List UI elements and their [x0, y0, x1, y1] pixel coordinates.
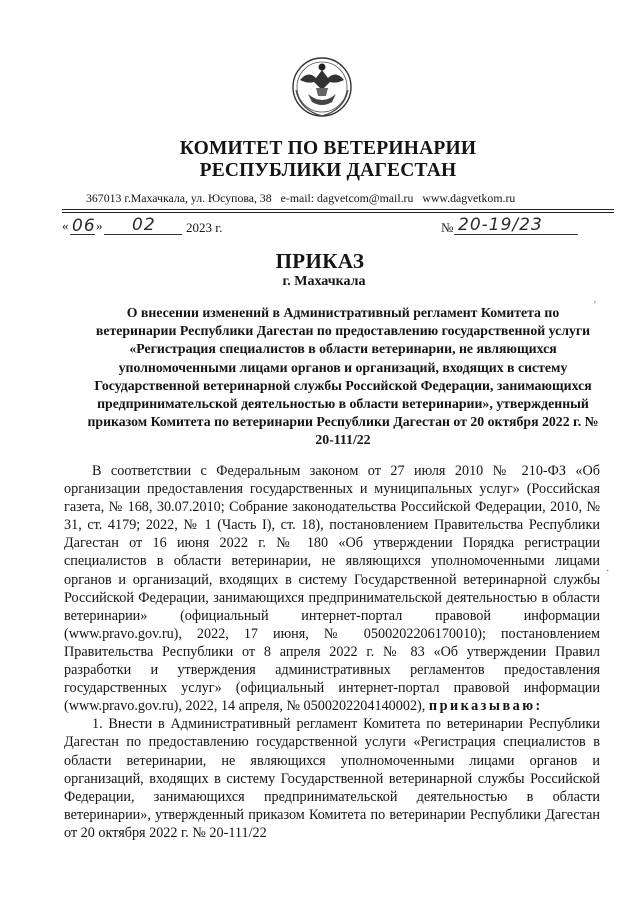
contact-info — [86, 191, 586, 206]
number-underline — [454, 234, 578, 235]
date-close-quote: » — [96, 218, 103, 233]
day-underline — [70, 234, 95, 235]
date-month-handwritten: 02 — [132, 215, 156, 235]
website-text: www.dagvetkom.ru — [422, 191, 516, 205]
order-keyword: приказываю: — [428, 698, 543, 715]
email-text: e-mail: dagvetcom@mail.ru — [280, 191, 414, 205]
order-body — [64, 462, 600, 842]
header-divider-thin — [62, 209, 614, 210]
organization-name-line2: РЕСПУБЛИКИ ДАГЕСТАН — [199, 160, 457, 181]
number-sign: № — [441, 220, 454, 235]
address-text: 367013 г.Махачкала, ул. Юсупова, 38 — [86, 191, 272, 205]
header-divider-thick — [62, 212, 614, 213]
organization-name-line1: КОМИТЕТ ПО ВЕТЕРИНАРИИ — [179, 138, 477, 159]
scan-mark-tick: ′ — [594, 300, 597, 311]
preamble-text: В соответствии с Федеральным законом от 27 июля 2010 № 210-ФЗ «Об организации предоставления государственных и муниципальных услуг» (Российская газета, № 168, 30.07.2010; Собрание законодательства Российской Федерации, 2010, № 31, ст. 4179; 2022, № 1 (Часть I), ст. 18), постановлением Правительства Республики Дагестан от 16 июня 2022 г. № 180 «Об утверждении Порядка регистрации специалистов в области ветеринарии, не являющихся уполномоченными лицами органов и организаций, входящих в систему Государственной ветеринарной службы Российской Федерации, занимающихся предпринимательской деятельностью в области ветеринарии» (официальный интернет-портал правовой информации (www.pravo.gov.ru), 2022, 17 июня, № 0500202206170010); постановлением Правительства Республики от 8 апреля 2022 г. № 83 «Об утверждении Правил разработки и утверждения административных регламентов предоставления государственных услуг» (официальный интернет-портал правовой информации (www.pravo.gov.ru), 2022, 14 апреля, № 0500202204140002), — [64, 463, 600, 715]
month-underline — [104, 234, 182, 235]
preamble-paragraph — [64, 462, 600, 715]
date-year: 2023 г. — [186, 220, 223, 235]
document-title: ПРИКАЗ — [275, 249, 365, 273]
item-1-paragraph: 1. Внести в Административный регламент Комитета по ветеринарии Республики Дагестан по предоставлению государственной услуги «Регистрация специалистов в области ветеринарии, не являющихся уполномоченными лицами органов и организаций, входящих в систему Государственной ветеринарной службы Российской Федерации, занимающихся предпринимательской деятельностью в области ветеринарии», утвержденный приказом Комитета по ветеринарии Республики Дагестан от 20 октября 2022 г. № 20-111/22 — [64, 716, 600, 841]
date-number-row — [62, 215, 622, 242]
date-day-handwritten: 06 — [72, 216, 96, 236]
document-city: г. Махачкала — [282, 274, 366, 289]
order-number-handwritten: 20-19/23 — [458, 215, 543, 235]
date-open-quote: « — [62, 218, 69, 233]
order-subject: О внесении изменений в Административный регламент Комитета по ветеринарии Республики Дагестан по предоставлению государственной услуги «Регистрация специалистов в области ветеринарии, не являющихся уполномоченными лицами органов и организаций, входящих в систему Государственной ветеринарной службы Российской Федерации, занимающихся предпринимательской деятельностью в области ветеринарии», утвержденный приказом Комитета по ветеринарии Республики Дагестан от 20 октября 2022 г. № 20-111/22 — [87, 305, 599, 448]
scan-mark-dot: · — [606, 566, 610, 577]
coat-of-arms-emblem — [286, 50, 358, 122]
